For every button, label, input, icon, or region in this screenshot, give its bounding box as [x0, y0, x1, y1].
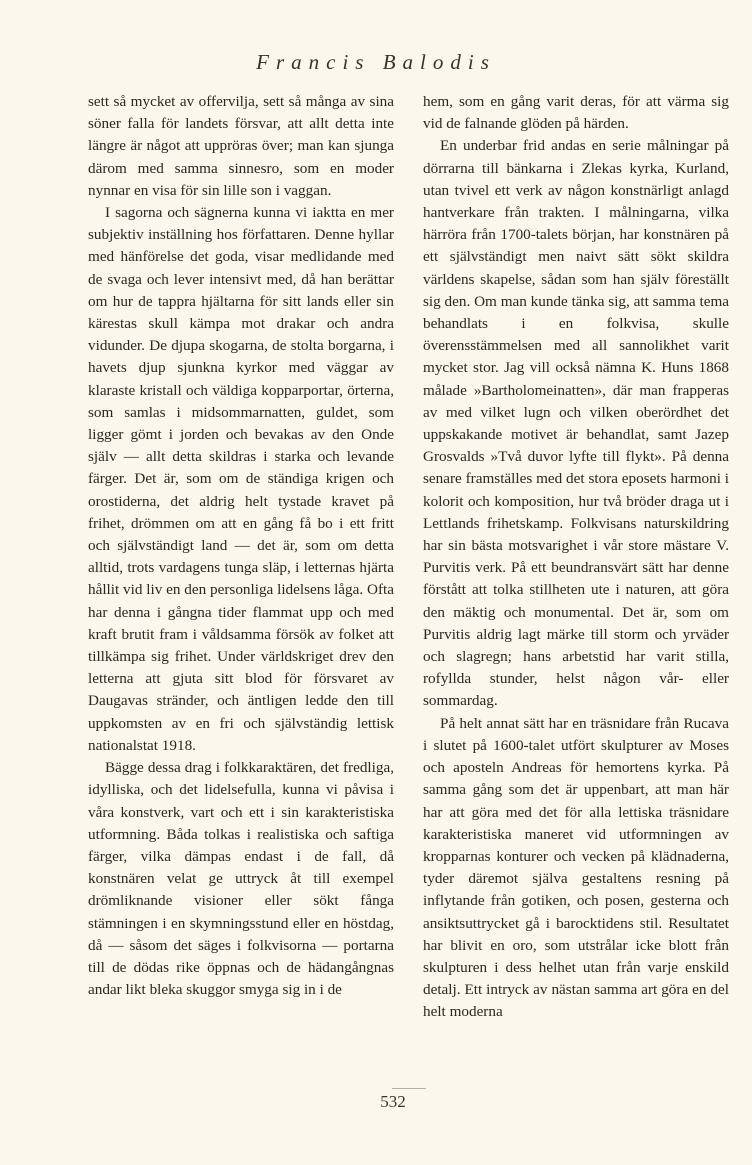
footer-rule — [392, 1088, 426, 1089]
paragraph: Bägge dessa drag i folkkaraktären, det fredliga, idylliska, och det lidelsefulla, kunna vi påvisa i våra konstverk, vart och ett i sin karakteristiska utformning. Båda tolkas i realistiska och saftiga färger, vilka dämpas endast i de fall, då konstnären velat ge uttryck åt till exempel drömliknande visioner eller sökt fånga stämningen i en skymningsstund eller en höstdag, då — såsom det säges i folkvisorna — portarna till de dödas rike öppnas och de hädangångnas andar likt bleka skuggor smyga sig in i de — [88, 759, 394, 999]
paragraph: På helt annat sätt har en träsnidare från Rucava i slutet på 1600-talet utfört skulpturer av Moses och aposteln Andreas för hemortens kyrka. På samma gång som det är uppenbart, att man här har att göra med det för alla lettiska träsnidare karakteristiska maneret vid utformningen av kropparnas konturer och vecken på klädnaderna, tyder däremot själva gestaltens resning på inflytande från gotiken, och posen, gesterna och ansiktsuttrycket gå i barocktidens stil. Resultatet har blivit en oro, som utstrålar icke blott från skulpturen i dess helhet utan från varje enskild detalj. Ett intryck av nästan samma art göra en del helt moderna — [423, 714, 729, 1021]
paragraph: hem, som en gång varit deras, för att värma sig vid de falnande glöden på härden. — [423, 93, 729, 133]
paragraph: sett så mycket av offervilja, sett så många av sina söner falla för landets försvar, att allt detta inte längre är något att uppröras över; man kan sjunga därom med samma sinnesro, som en moder nynnar en visa för sin lille son i vaggan. — [88, 93, 394, 199]
paragraph: I sagorna och sägnerna kunna vi iaktta en mer subjektiv inställning hos författaren. Denne hyllar med hänförelse det goda, visar medlidande med de svaga och lever intensivt med, då han berättar om hur de tappra hjältarna för sitt lands eller sin kärestas skull kämpa mot drakar och andra vidunder. De djupa skogarna, de stolta borgarna, i havets djup sjunkna kyrkor med väggar av klaraste kristall och väldiga kopparportar, örterna, som samlas i midsommarnatten, guldet, som ligger gömt i jorden och bevakas av den Onde själv — allt detta skildras i starka och levande färger. Det är, som om de ständiga krigen och orostiderna, det aldrig helt tystade kravet på frihet, drömmen om att en gång få bo i ett fritt och självständigt land — det är, som om detta alltid, trots vardagens tunga släp, i letternas hjärta hållit vid liv en den personliga lidelsens låga. Ofta har denna i gångna tider flammat upp och med kraft brutit fram i våldsamma försök av folket att tillkämpa sig frihet. Under världskriget drev den letterna att gjuta sitt blod för försvaret av Daugavas stränder, och äntligen ledde den till uppkomsten av en fri och självständig lettisk nationalstat 1918. — [88, 204, 394, 754]
running-head: Francis Balodis — [256, 50, 496, 74]
page-number: 532 — [380, 1092, 406, 1111]
paragraph: En underbar frid andas en serie målningar på dörrarna till bänkarna i Zlekas kyrka, Kurland, utan tvivel ett verk av någon konstnärligt anlagd hantverkare från trakten. I målningarna, vilka härröra från 1700-talets början, har konstnären på ett självständigt men naivt sätt sökt skildra världens skapelse, sådan som han själv föreställt sig den. Om man kunde tänka sig, att samma tema behandlats i en folkvisa, skulle överensstämmelsen med all sannolikhet varit mycket stor. Jag vill också nämna K. Huns 1868 målade »Bartholomeinatten», där man frapperas av med vilket lugn och vilken oberördhet det uppskakande motivet är behandlat, samt Jazep Grosvalds »Två duvor lyfte till flykt». På denna senare framställes med det stora eposets harmoni i kolorit och komposition, hur två bröder draga ut i Lettlands frihetskamp. Folkvisans naturskildring har sin bästa motsvarighet i vår store mästare V. Purvitis verk. På ett beundransvärt sätt har denne förstått att tolka stillheten ute i naturen, att göra den mäktig och monumental. Det är, som om Purvitis aldrig lagt märke till storm och yrväder och slagregn; hans arbetstid har varit stilla, rofyllda stunder, helst någon vår- eller sommardag. — [423, 137, 729, 710]
left-text-column — [88, 91, 394, 1001]
right-text-column — [423, 91, 729, 1024]
